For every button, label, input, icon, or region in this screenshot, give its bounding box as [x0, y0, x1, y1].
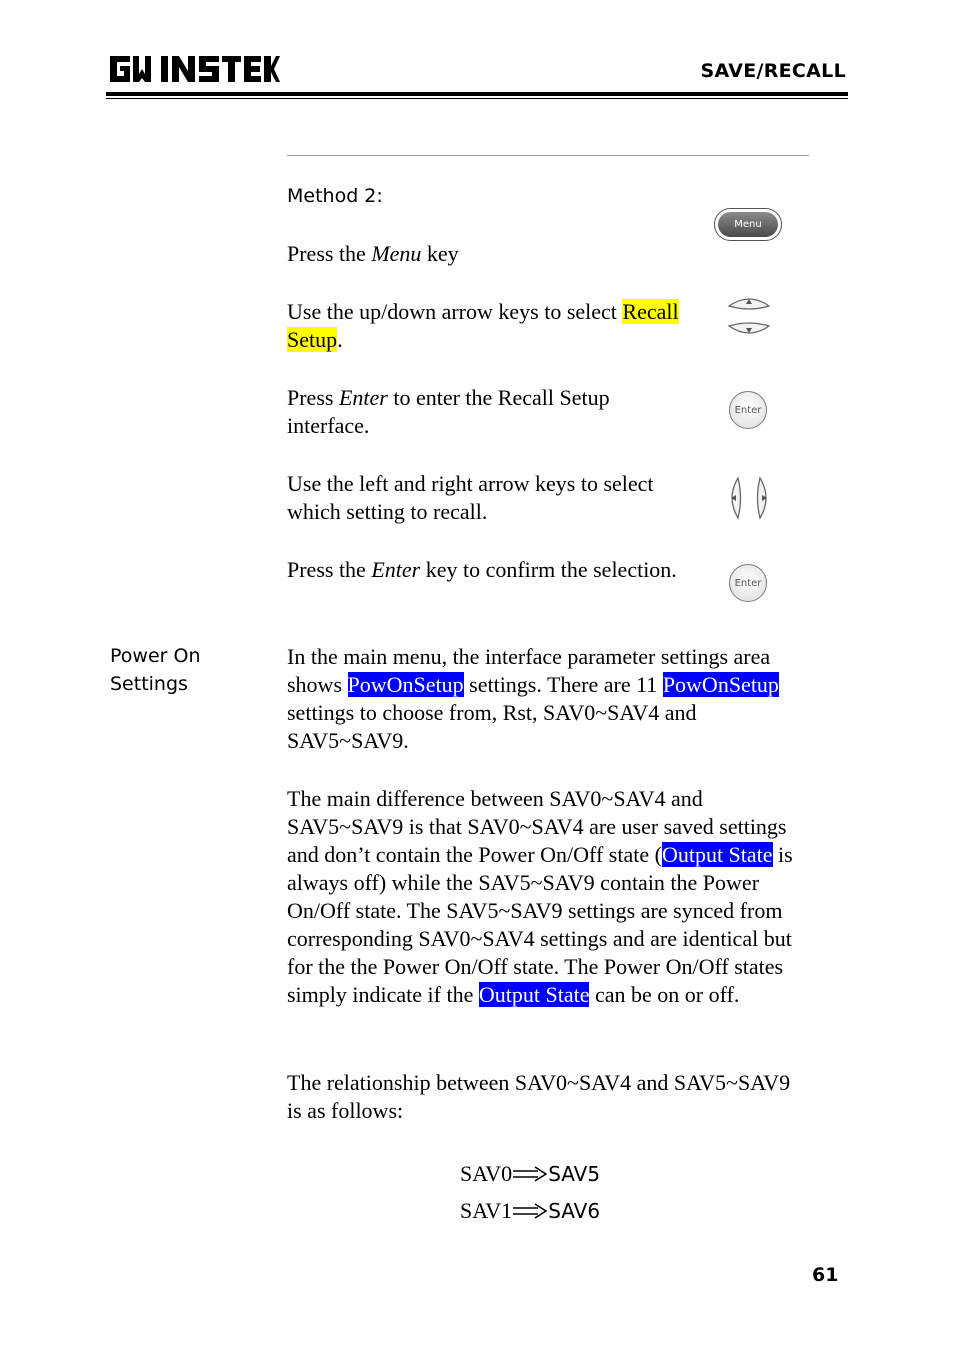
powonsetup-highlight-2: PowOnSetup [662, 672, 779, 697]
mapping-target: SAV6 [548, 1199, 601, 1223]
power-on-paragraph-2: The main difference between SAV0~SAV4 and SAV5~SAV9 is that SAV0~SAV4 are user saved settings and don’t contain the Power On/Off state (Output State is always off) while the SAV5~SAV9 contain the Power On/Off state. The SAV5~SAV9 settings are synced from corresponding SAV0~SAV4 settings and are identical but for the the Power On/Off state. The Power On/Off states simply indicate if the Output State can be on or off. [287, 786, 793, 1007]
step-left-right: Use the left and right arrow keys to select which setting to recall. [287, 471, 654, 524]
output-state-highlight-2: Output State [478, 982, 590, 1007]
page-number: 61 [812, 1264, 839, 1286]
mapping-row [460, 1197, 600, 1225]
double-arrow-icon [513, 1203, 547, 1219]
section-title: SAVE/RECALL [700, 60, 846, 82]
power-on-settings-label: Power On Settings [110, 645, 201, 695]
enter-key-icon: Enter [729, 391, 767, 429]
mapping-source: SAV1 [460, 1198, 513, 1223]
recall-setup-highlight: Recall Setup [287, 299, 679, 352]
step-confirm: Press the Enter key to confirm the selection. [287, 557, 677, 582]
step-press-enter: Press Enter to enter the Recall Setup interface. [287, 385, 610, 438]
left-right-arrow-keys-icon [724, 476, 774, 520]
mapping-source: SAV0 [460, 1161, 513, 1186]
menu-key-label: Menu [718, 212, 778, 237]
output-state-highlight: Output State [661, 842, 773, 867]
power-on-paragraph-3: The relationship between SAV0~SAV4 and SAV5~SAV9 is as follows: [287, 1070, 791, 1123]
up-down-arrow-keys-icon [726, 292, 772, 340]
double-arrow-icon [513, 1166, 547, 1182]
mapping-target: SAV5 [548, 1162, 601, 1186]
powonsetup-highlight: PowOnSetup [347, 672, 464, 697]
step-press-menu: Press the Menu key [287, 241, 459, 266]
menu-key-icon [714, 208, 782, 241]
header-rule-thin [106, 98, 848, 99]
header-rule-thick [106, 92, 848, 96]
step-select-recall: Use the up/down arrow keys to select Recall Setup. [287, 299, 679, 352]
mapping-row [460, 1160, 600, 1188]
power-on-paragraph-1: In the main menu, the interface parameter settings area shows PowOnSetup settings. There are 11 PowOnSetup settings to choose from, Rst, SAV0~SAV4 and SAV5~SAV9. [287, 644, 779, 753]
gw-instek-logo [108, 52, 280, 86]
method-heading: Method 2: [287, 185, 383, 207]
enter-key-icon-2: Enter [729, 564, 767, 602]
section-divider [287, 155, 809, 156]
